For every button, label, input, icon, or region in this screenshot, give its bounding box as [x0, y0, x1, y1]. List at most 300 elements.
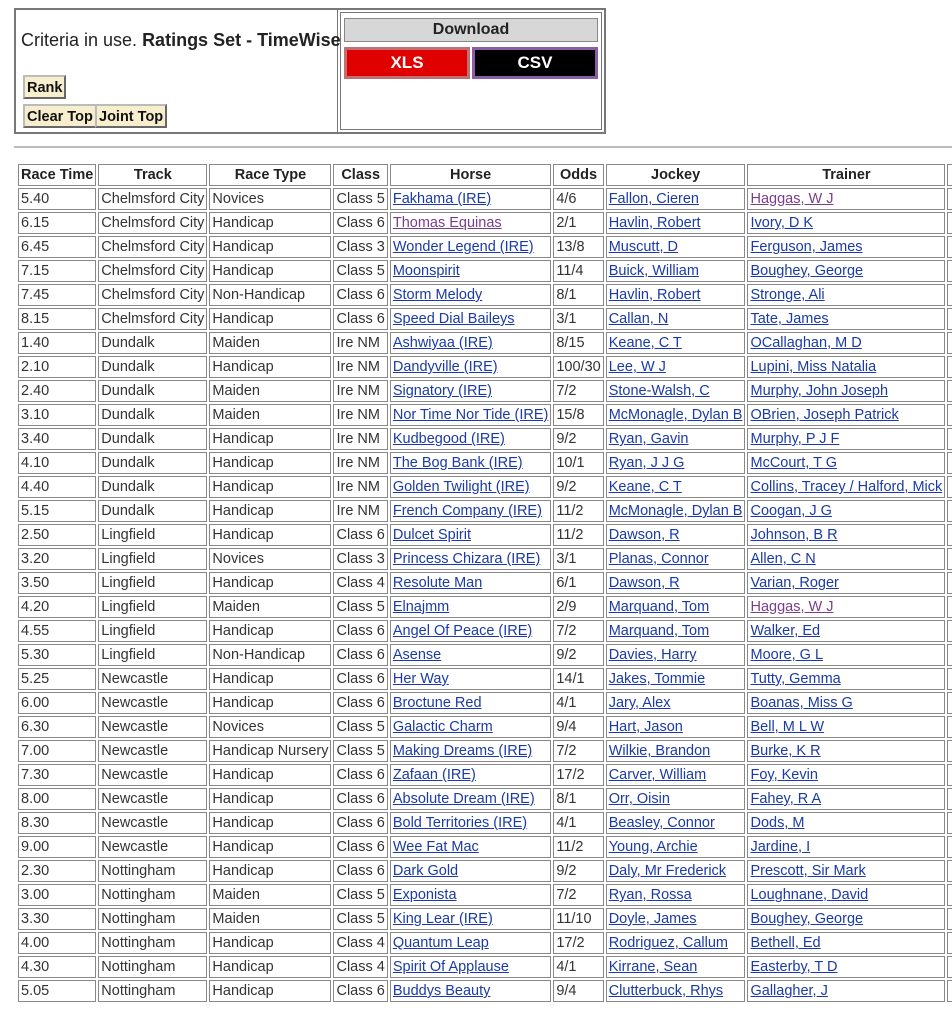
cell-odds: 100/30	[553, 356, 603, 378]
cell-race-type: Handicap	[209, 692, 331, 714]
table-row	[18, 380, 952, 402]
cell-horse[interactable]	[390, 524, 552, 546]
cell-class: Class 5	[333, 596, 387, 618]
cell-horse-link[interactable]: Dulcet Spirit	[392, 527, 472, 543]
cell-jockey[interactable]	[606, 284, 746, 306]
cell-horse-link[interactable]: Making Dreams (IRE)	[392, 743, 533, 759]
cell-horse-link[interactable]: Dark Gold	[392, 863, 459, 879]
cell-odds: 17/2	[553, 764, 603, 786]
cell-horse[interactable]	[390, 380, 552, 402]
cell-jockey[interactable]	[606, 260, 746, 282]
cell-jockey[interactable]	[606, 932, 746, 954]
cell-horse-link[interactable]: Dandyville (IRE)	[392, 359, 498, 375]
table-row	[18, 764, 952, 786]
header-race-type: Race Type	[209, 164, 331, 186]
cell-trainer[interactable]	[747, 908, 945, 930]
cell-track: Newcastle	[98, 740, 207, 762]
cell-trainer-link[interactable]: Prescott, Sir Mark	[750, 863, 866, 879]
cell-jockey[interactable]	[606, 548, 746, 570]
cell-race-time: 3.10	[18, 404, 96, 426]
cell-jockey-link[interactable]: Beasley, Connor	[608, 815, 715, 831]
cell-trainer[interactable]	[747, 524, 945, 546]
cell-jockey[interactable]	[606, 620, 746, 642]
cell-horse-link[interactable]: King Lear (IRE)	[392, 911, 493, 927]
cell-trainer[interactable]	[747, 380, 945, 402]
cell-trainer-link[interactable]: Foy, Kevin	[750, 767, 818, 783]
cell-odds: 4/6	[553, 188, 603, 210]
cell-horse-link[interactable]: Ashwiyaa (IRE)	[392, 335, 493, 351]
cell-jockey-link[interactable]: Dawson, R	[608, 575, 680, 591]
cell-class: Class 6	[333, 524, 387, 546]
cell-horse[interactable]	[390, 428, 552, 450]
cell-trainer[interactable]	[747, 956, 945, 978]
cell-jockey[interactable]	[606, 860, 746, 882]
cell-race-type: Handicap	[209, 356, 331, 378]
cell-race-time: 6.45	[18, 236, 96, 258]
cell-jockey-link[interactable]: Planas, Connor	[608, 551, 709, 567]
cell-horse[interactable]	[390, 716, 552, 738]
cell-jockey-link[interactable]: Wilkie, Brandon	[608, 743, 711, 759]
cell-trainer[interactable]	[747, 308, 945, 330]
cell-trainer-link[interactable]: Boughey, George	[750, 263, 864, 279]
cell-jockey-link[interactable]: Rodriguez, Callum	[608, 935, 728, 951]
cell-jockey[interactable]	[606, 452, 746, 474]
cell-horse-link[interactable]: Wonder Legend (IRE)	[392, 239, 534, 255]
cell-jockey[interactable]	[606, 476, 746, 498]
cell-track: Dundalk	[98, 452, 207, 474]
cell-horse[interactable]	[390, 500, 552, 522]
cell-extra	[947, 212, 952, 234]
table-row	[18, 596, 952, 618]
cell-horse[interactable]	[390, 884, 552, 906]
cell-jockey-link[interactable]: Fallon, Cieren	[608, 191, 699, 207]
cell-jockey[interactable]	[606, 524, 746, 546]
table-row	[18, 188, 952, 210]
table-row	[18, 428, 952, 450]
cell-jockey[interactable]	[606, 188, 746, 210]
cell-horse[interactable]	[390, 548, 552, 570]
table-row	[18, 860, 952, 882]
cell-trainer-link[interactable]: Bethell, Ed	[750, 935, 821, 951]
cell-extra	[947, 236, 952, 258]
cell-jockey[interactable]	[606, 980, 746, 1002]
cell-odds: 15/8	[553, 404, 603, 426]
cell-race-time: 4.10	[18, 452, 96, 474]
cell-jockey-link[interactable]: Muscutt, D	[608, 239, 678, 255]
cell-jockey[interactable]	[606, 764, 746, 786]
cell-jockey[interactable]	[606, 212, 746, 234]
rank-button[interactable]: Rank	[23, 75, 66, 99]
cell-track: Nottingham	[98, 956, 207, 978]
cell-horse[interactable]	[390, 932, 552, 954]
cell-horse-link[interactable]: Her Way	[392, 671, 449, 687]
header-odds: Odds	[553, 164, 603, 186]
cell-class: Class 4	[333, 932, 387, 954]
cell-trainer-link[interactable]: Lupini, Miss Natalia	[750, 359, 877, 375]
cell-trainer[interactable]	[747, 260, 945, 282]
cell-horse[interactable]	[390, 740, 552, 762]
cell-trainer[interactable]	[747, 716, 945, 738]
cell-horse-link[interactable]: Speed Dial Baileys	[392, 311, 515, 327]
cell-horse[interactable]	[390, 836, 552, 858]
cell-trainer[interactable]	[747, 236, 945, 258]
cell-horse-link[interactable]: Bold Territories (IRE)	[392, 815, 528, 831]
cell-jockey-link[interactable]: Marquand, Tom	[608, 599, 710, 615]
cell-trainer-link[interactable]: Murphy, John Joseph	[750, 383, 889, 399]
cell-trainer-link[interactable]: Moore, G L	[750, 647, 824, 663]
cell-trainer[interactable]	[747, 356, 945, 378]
cell-jockey-link[interactable]: Keane, C T	[608, 479, 682, 495]
cell-race-time: 4.40	[18, 476, 96, 498]
cell-race-type: Handicap	[209, 764, 331, 786]
cell-jockey[interactable]	[606, 308, 746, 330]
cell-odds: 2/1	[553, 212, 603, 234]
cell-jockey-link[interactable]: Daly, Mr Frederick	[608, 863, 727, 879]
cell-trainer[interactable]	[747, 500, 945, 522]
criteria-prefix: Criteria in use.	[21, 30, 138, 50]
cell-race-type: Handicap	[209, 668, 331, 690]
cell-trainer-link[interactable]: Boughey, George	[750, 911, 864, 927]
cell-class: Class 6	[333, 284, 387, 306]
cell-trainer[interactable]	[747, 788, 945, 810]
cell-trainer[interactable]	[747, 740, 945, 762]
cell-horse[interactable]	[390, 956, 552, 978]
cell-jockey-link[interactable]: Jary, Alex	[608, 695, 671, 711]
cell-horse-link[interactable]: Kudbegood (IRE)	[392, 431, 505, 447]
cell-extra	[947, 740, 952, 762]
cell-race-time: 2.10	[18, 356, 96, 378]
cell-jockey[interactable]	[606, 428, 746, 450]
cell-race-time: 6.00	[18, 692, 96, 714]
race-table-container	[14, 146, 952, 1025]
cell-jockey-link[interactable]: Davies, Harry	[608, 647, 697, 663]
cell-trainer[interactable]	[747, 836, 945, 858]
cell-track: Dundalk	[98, 380, 207, 402]
cell-race-type: Non-Handicap	[209, 284, 331, 306]
cell-jockey[interactable]	[606, 956, 746, 978]
cell-horse[interactable]	[390, 788, 552, 810]
cell-trainer[interactable]	[747, 812, 945, 834]
cell-trainer-link[interactable]: Boanas, Miss G	[750, 695, 853, 711]
cell-jockey[interactable]	[606, 908, 746, 930]
cell-trainer-link[interactable]: Haggas, W J	[750, 191, 834, 207]
cell-jockey-link[interactable]: Jakes, Tommie	[608, 671, 706, 687]
cell-trainer-link[interactable]: Walker, Ed	[750, 623, 821, 639]
cell-trainer-link[interactable]: Varian, Roger	[750, 575, 839, 591]
cell-trainer-link[interactable]: Tutty, Gemma	[750, 671, 841, 687]
cell-extra	[947, 452, 952, 474]
cell-class: Ire NM	[333, 500, 387, 522]
cell-trainer[interactable]	[747, 932, 945, 954]
cell-odds: 7/2	[553, 740, 603, 762]
header-extra	[947, 164, 952, 186]
cell-horse-link[interactable]: Spirit Of Applause	[392, 959, 509, 975]
cell-horse-link[interactable]: Quantum Leap	[392, 935, 489, 951]
cell-trainer-link[interactable]: Allen, C N	[750, 551, 816, 567]
cell-trainer-link[interactable]: Johnson, B R	[750, 527, 838, 543]
cell-horse-link[interactable]: Broctune Red	[392, 695, 482, 711]
cell-trainer[interactable]	[747, 596, 945, 618]
cell-trainer[interactable]	[747, 884, 945, 906]
cell-class: Class 6	[333, 812, 387, 834]
cell-horse-link[interactable]: Nor Time Nor Tide (IRE)	[392, 407, 549, 423]
cell-extra	[947, 812, 952, 834]
criteria-text	[21, 30, 341, 51]
cell-race-type: Handicap	[209, 572, 331, 594]
table-row	[18, 284, 952, 306]
cell-race-time: 5.05	[18, 980, 96, 1002]
cell-track: Chelmsford City	[98, 212, 207, 234]
cell-horse[interactable]	[390, 236, 552, 258]
cell-trainer-link[interactable]: Bell, M L W	[750, 719, 825, 735]
download-xls-button[interactable]: XLS	[344, 47, 470, 79]
cell-race-time: 3.20	[18, 548, 96, 570]
cell-trainer[interactable]	[747, 428, 945, 450]
cell-trainer[interactable]	[747, 980, 945, 1002]
cell-horse[interactable]	[390, 764, 552, 786]
cell-jockey-link[interactable]: Doyle, James	[608, 911, 697, 927]
cell-trainer[interactable]	[747, 668, 945, 690]
cell-jockey[interactable]	[606, 380, 746, 402]
cell-horse[interactable]	[390, 908, 552, 930]
cell-jockey[interactable]	[606, 500, 746, 522]
cell-class: Class 5	[333, 884, 387, 906]
cell-trainer-link[interactable]: Jardine, I	[750, 839, 811, 855]
cell-trainer-link[interactable]: OCallaghan, M D	[750, 335, 862, 351]
cell-jockey[interactable]	[606, 356, 746, 378]
cell-horse[interactable]	[390, 980, 552, 1002]
cell-extra	[947, 548, 952, 570]
cell-jockey-link[interactable]: McMonagle, Dylan B	[608, 503, 743, 519]
cell-jockey-link[interactable]: Ryan, Rossa	[608, 887, 692, 903]
cell-jockey-link[interactable]: Young, Archie	[608, 839, 698, 855]
cell-horse-link[interactable]: Galactic Charm	[392, 719, 493, 735]
cell-odds: 2/9	[553, 596, 603, 618]
cell-extra	[947, 308, 952, 330]
cell-horse[interactable]	[390, 620, 552, 642]
cell-jockey-link[interactable]: Keane, C T	[608, 335, 682, 351]
cell-horse-link[interactable]: Thomas Equinas	[392, 215, 502, 231]
cell-horse[interactable]	[390, 404, 552, 426]
cell-race-time: 7.15	[18, 260, 96, 282]
cell-odds: 14/1	[553, 668, 603, 690]
cell-horse-link[interactable]: French Company (IRE)	[392, 503, 542, 519]
cell-jockey[interactable]	[606, 572, 746, 594]
cell-jockey-link[interactable]: Callan, N	[608, 311, 669, 327]
cell-trainer[interactable]	[747, 404, 945, 426]
cell-horse[interactable]	[390, 692, 552, 714]
cell-trainer-link[interactable]: Coogan, J G	[750, 503, 832, 519]
cell-horse[interactable]	[390, 332, 552, 354]
cell-jockey[interactable]	[606, 596, 746, 618]
cell-trainer[interactable]	[747, 764, 945, 786]
cell-trainer-link[interactable]: Burke, K R	[750, 743, 821, 759]
cell-jockey-link[interactable]: Orr, Oisin	[608, 791, 670, 807]
cell-race-type: Handicap	[209, 812, 331, 834]
header-race-time: Race Time	[18, 164, 96, 186]
cell-trainer[interactable]	[747, 452, 945, 474]
cell-class: Class 6	[333, 764, 387, 786]
cell-jockey-link[interactable]: Marquand, Tom	[608, 623, 710, 639]
cell-extra	[947, 188, 952, 210]
cell-race-type: Handicap	[209, 452, 331, 474]
cell-jockey[interactable]	[606, 884, 746, 906]
cell-jockey[interactable]	[606, 692, 746, 714]
cell-horse-link[interactable]: Storm Melody	[392, 287, 483, 303]
table-row	[18, 956, 952, 978]
cell-horse[interactable]	[390, 308, 552, 330]
clear-top-button[interactable]: Clear Top	[23, 104, 97, 128]
cell-trainer-link[interactable]: Ferguson, James	[750, 239, 863, 255]
cell-horse-link[interactable]: Angel Of Peace (IRE)	[392, 623, 533, 639]
cell-jockey[interactable]	[606, 836, 746, 858]
cell-trainer-link[interactable]: Dods, M	[750, 815, 805, 831]
cell-race-time: 4.55	[18, 620, 96, 642]
joint-top-button[interactable]: Joint Top	[95, 104, 167, 128]
cell-trainer-link[interactable]: Gallagher, J	[750, 983, 828, 999]
cell-extra	[947, 764, 952, 786]
cell-jockey-link[interactable]: McMonagle, Dylan B	[608, 407, 743, 423]
download-title: Download	[344, 18, 598, 42]
cell-horse[interactable]	[390, 188, 552, 210]
cell-class: Class 5	[333, 740, 387, 762]
cell-race-type: Handicap	[209, 500, 331, 522]
cell-extra	[947, 596, 952, 618]
cell-trainer-link[interactable]: Loughnane, David	[750, 887, 869, 903]
cell-trainer-link[interactable]: Ivory, D K	[750, 215, 814, 231]
cell-trainer[interactable]	[747, 284, 945, 306]
cell-jockey-link[interactable]: Buick, William	[608, 263, 699, 279]
cell-horse-link[interactable]: Asense	[392, 647, 442, 663]
cell-trainer-link[interactable]: Stronge, Ali	[750, 287, 825, 303]
cell-trainer[interactable]	[747, 212, 945, 234]
cell-trainer-link[interactable]: Collins, Tracey / Halford, Mick	[750, 479, 943, 495]
cell-track: Lingfield	[98, 548, 207, 570]
cell-horse-link[interactable]: Zafaan (IRE)	[392, 767, 476, 783]
cell-jockey[interactable]	[606, 404, 746, 426]
cell-odds: 7/2	[553, 380, 603, 402]
cell-jockey-link[interactable]: Dawson, R	[608, 527, 680, 543]
cell-trainer[interactable]	[747, 620, 945, 642]
cell-jockey[interactable]	[606, 236, 746, 258]
cell-trainer[interactable]	[747, 332, 945, 354]
cell-trainer[interactable]	[747, 860, 945, 882]
cell-trainer-link[interactable]: Haggas, W J	[750, 599, 834, 615]
cell-jockey-link[interactable]: Carver, William	[608, 767, 707, 783]
cell-horse[interactable]	[390, 596, 552, 618]
race-table-body	[18, 188, 952, 1002]
cell-race-type: Novices	[209, 548, 331, 570]
cell-horse-link[interactable]: Signatory (IRE)	[392, 383, 492, 399]
cell-jockey-link[interactable]: Hart, Jason	[608, 719, 683, 735]
cell-jockey[interactable]	[606, 716, 746, 738]
cell-horse-link[interactable]: Wee Fat Mac	[392, 839, 479, 855]
cell-horse-link[interactable]: Absolute Dream (IRE)	[392, 791, 535, 807]
cell-jockey[interactable]	[606, 812, 746, 834]
cell-trainer-link[interactable]: Murphy, P J F	[750, 431, 840, 447]
cell-horse[interactable]	[390, 356, 552, 378]
cell-class: Class 3	[333, 236, 387, 258]
cell-horse[interactable]	[390, 668, 552, 690]
cell-odds: 17/2	[553, 932, 603, 954]
cell-trainer-link[interactable]: Fahey, R A	[750, 791, 822, 807]
cell-horse[interactable]	[390, 812, 552, 834]
cell-jockey-link[interactable]: Havlin, Robert	[608, 215, 701, 231]
cell-horse[interactable]	[390, 644, 552, 666]
cell-trainer[interactable]	[747, 188, 945, 210]
cell-horse[interactable]	[390, 452, 552, 474]
cell-horse-link[interactable]: Elnajmm	[392, 599, 450, 615]
cell-race-time: 5.40	[18, 188, 96, 210]
cell-horse[interactable]	[390, 284, 552, 306]
cell-jockey[interactable]	[606, 740, 746, 762]
cell-jockey[interactable]	[606, 644, 746, 666]
cell-trainer[interactable]	[747, 572, 945, 594]
cell-horse-link[interactable]: The Bog Bank (IRE)	[392, 455, 523, 471]
cell-extra	[947, 332, 952, 354]
header-horse: Horse	[390, 164, 552, 186]
cell-horse[interactable]	[390, 212, 552, 234]
cell-trainer[interactable]	[747, 692, 945, 714]
cell-jockey-link[interactable]: Kirrane, Sean	[608, 959, 698, 975]
cell-jockey[interactable]	[606, 332, 746, 354]
cell-horse-link[interactable]: Golden Twilight (IRE)	[392, 479, 530, 495]
cell-odds: 11/10	[553, 908, 603, 930]
cell-horse-link[interactable]: Fakhama (IRE)	[392, 191, 492, 207]
cell-race-time: 3.30	[18, 908, 96, 930]
cell-extra	[947, 428, 952, 450]
cell-horse[interactable]	[390, 476, 552, 498]
cell-trainer-link[interactable]: McCourt, T G	[750, 455, 837, 471]
cell-trainer-link[interactable]: OBrien, Joseph Patrick	[750, 407, 899, 423]
cell-trainer[interactable]	[747, 644, 945, 666]
cell-jockey-link[interactable]: Clutterbuck, Rhys	[608, 983, 724, 999]
download-csv-button[interactable]: CSV	[472, 47, 598, 79]
cell-race-type: Handicap	[209, 212, 331, 234]
cell-trainer[interactable]	[747, 548, 945, 570]
cell-track: Newcastle	[98, 716, 207, 738]
cell-jockey-link[interactable]: Lee, W J	[608, 359, 666, 375]
cell-horse[interactable]	[390, 572, 552, 594]
cell-horse[interactable]	[390, 260, 552, 282]
cell-horse-link[interactable]: Buddys Beauty	[392, 983, 491, 999]
cell-jockey[interactable]	[606, 788, 746, 810]
cell-horse-link[interactable]: Princess Chizara (IRE)	[392, 551, 541, 567]
cell-trainer[interactable]	[747, 476, 945, 498]
cell-jockey-link[interactable]: Stone-Walsh, C	[608, 383, 710, 399]
cell-horse[interactable]	[390, 860, 552, 882]
cell-horse-link[interactable]: Resolute Man	[392, 575, 483, 591]
cell-extra	[947, 788, 952, 810]
cell-class: Class 5	[333, 908, 387, 930]
cell-extra	[947, 524, 952, 546]
cell-race-time: 5.15	[18, 500, 96, 522]
cell-trainer-link[interactable]: Tate, James	[750, 311, 829, 327]
table-row	[18, 716, 952, 738]
cell-class: Class 6	[333, 308, 387, 330]
cell-jockey-link[interactable]: Ryan, Gavin	[608, 431, 689, 447]
cell-horse-link[interactable]: Exponista	[392, 887, 457, 903]
cell-horse-link[interactable]: Moonspirit	[392, 263, 460, 279]
cell-race-type: Handicap	[209, 860, 331, 882]
cell-jockey[interactable]	[606, 668, 746, 690]
cell-odds: 7/2	[553, 620, 603, 642]
cell-jockey-link[interactable]: Ryan, J J G	[608, 455, 685, 471]
table-row	[18, 620, 952, 642]
cell-trainer-link[interactable]: Easterby, T D	[750, 959, 838, 975]
cell-class: Class 6	[333, 212, 387, 234]
cell-jockey-link[interactable]: Havlin, Robert	[608, 287, 701, 303]
